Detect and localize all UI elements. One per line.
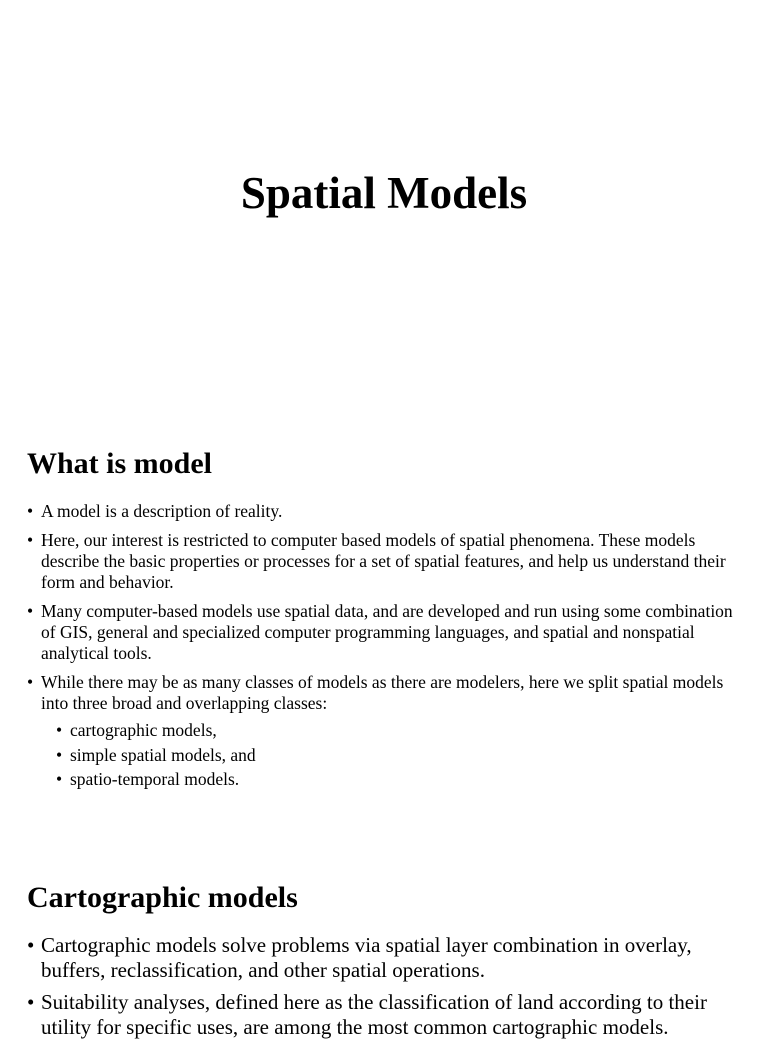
bullet-item [27, 933, 743, 983]
sub-bullet-item: • cartographic models, [41, 718, 739, 743]
sub-bullet-item: • simple spatial models, and [41, 743, 739, 768]
bullet-text: While there may be as many classes of models as there are modelers, here we split spatial models into three broad and overlapping classes: [41, 672, 724, 713]
bullet-text: A model is a description of reality. [41, 501, 283, 521]
bullet-item [27, 601, 739, 664]
presentation-title: Spatial Models [240, 168, 528, 218]
bullet-item [27, 501, 739, 522]
bullet-item [27, 990, 743, 1040]
bullet-list [27, 933, 743, 1047]
sub-bullet-list [41, 718, 739, 792]
bullet-item [27, 672, 739, 792]
bullet-list [27, 501, 739, 800]
sub-bullet-item: • spatio-temporal models. [41, 767, 739, 792]
bullet-text: Suitability analyses, defined here as the classification of land according to their utility for specific uses, are among the most common cartographic models. [41, 990, 707, 1039]
bullet-text: Here, our interest is restricted to computer based models of spatial phenomena. These models describe the basic properties or processes for a set of spatial features, and help us understand their form and behavior. [41, 530, 726, 592]
bullet-text: Cartographic models solve problems via spatial layer combination in overlay, buffers, reclassification, and other spatial operations. [41, 933, 692, 982]
bullet-item [27, 530, 739, 593]
bullet-text: Many computer-based models use spatial data, and are developed and run using some combination of GIS, general and specialized computer programming languages, and spatial and nonspatial analytical tools. [41, 601, 733, 663]
title-slide [0, 0, 768, 400]
slide-heading: Cartographic models [27, 881, 298, 914]
slide-heading: What is model [27, 447, 213, 480]
